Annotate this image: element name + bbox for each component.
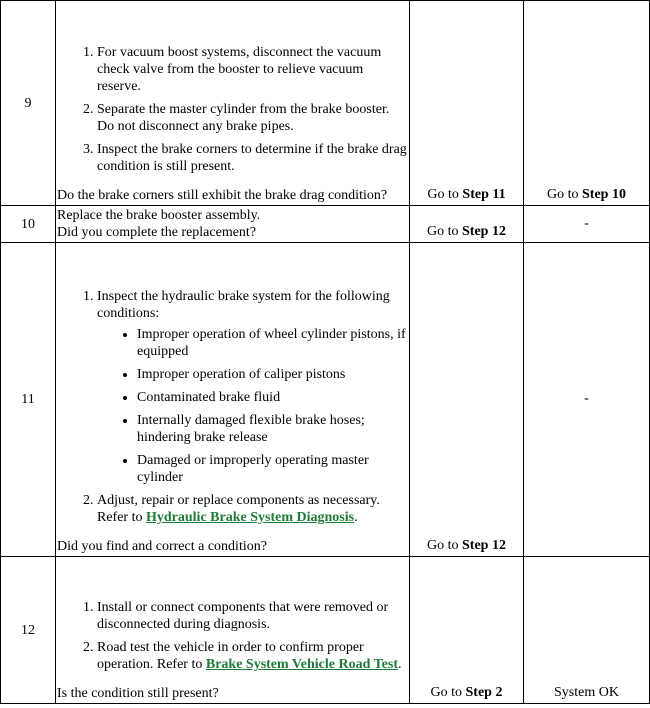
step-number: 9	[1, 1, 56, 206]
list-item: • Improper operation of wheel cylinder pistons, if equipped	[137, 326, 409, 360]
table-row	[1, 206, 650, 243]
list-item: 1. For vacuum boost systems, disconnect the vacuum check valve from the booster to relieve vacuum reserve.	[97, 44, 409, 95]
item-text: Inspect the hydraulic brake system for the following conditions:	[97, 289, 390, 321]
list-item: • Damaged or improperly operating master cylinder	[137, 452, 409, 486]
list-item: 3. Inspect the brake corners to determine if the brake drag condition is still present.	[97, 141, 409, 175]
procedure-list	[57, 599, 409, 673]
question-text: Did you find and correct a condition?	[57, 539, 267, 554]
no-step: Step 10	[582, 187, 626, 202]
step-number: 10	[1, 206, 56, 243]
no-prefix: Go to	[547, 187, 583, 202]
question-text: Is the condition still present?	[57, 686, 219, 701]
list-item: • Contaminated brake fluid	[137, 389, 409, 406]
list-item	[97, 492, 409, 526]
table-row	[1, 1, 650, 206]
yes-prefix: Go to	[430, 685, 466, 700]
question-text: Did you complete the replacement?	[57, 225, 257, 240]
no-cell	[524, 1, 650, 206]
yes-step: Step 12	[462, 224, 506, 239]
list-item	[97, 288, 409, 486]
yes-step: Step 11	[462, 187, 506, 202]
no-cell: -	[524, 243, 650, 557]
yes-step: Step 2	[465, 685, 503, 700]
action-cell	[56, 243, 410, 557]
hydraulic-brake-diagnosis-link[interactable]: Hydraulic Brake System Diagnosis	[145, 510, 355, 525]
yes-prefix: Go to	[427, 224, 463, 239]
item-text: .	[354, 510, 358, 525]
action-cell	[56, 1, 410, 206]
procedure-list	[57, 288, 409, 526]
yes-cell	[410, 206, 524, 243]
list-item: • Improper operation of caliper pistons	[137, 366, 409, 383]
item-text: Adjust, repair or replace components as necessary. Refer to	[97, 493, 380, 525]
action-cell	[56, 557, 410, 704]
action-cell	[56, 206, 410, 243]
procedure-list	[57, 44, 409, 175]
list-item: 2. Separate the master cylinder from the brake booster. Do not disconnect any brake pipes.	[97, 101, 409, 135]
road-test-link[interactable]: Brake System Vehicle Road Test	[205, 657, 398, 672]
action-text: Replace the brake booster assembly.	[57, 208, 261, 223]
list-item	[97, 639, 409, 673]
yes-prefix: Go to	[427, 538, 463, 553]
yes-cell	[410, 557, 524, 704]
table-row	[1, 243, 650, 557]
list-item: 1. Install or connect components that were removed or disconnected during diagnosis.	[97, 599, 409, 633]
list-item: • Internally damaged flexible brake hoses; hindering brake release	[137, 412, 409, 446]
table-row	[1, 557, 650, 704]
yes-cell	[410, 1, 524, 206]
question-text: Do the brake corners still exhibit the brake drag condition?	[57, 188, 388, 203]
step-number: 11	[1, 243, 56, 557]
step-number: 12	[1, 557, 56, 704]
no-cell: -	[524, 206, 650, 243]
no-cell: System OK	[524, 557, 650, 704]
item-text: Road test the vehicle in order to confirm proper operation. Refer to	[97, 640, 364, 672]
yes-step: Step 12	[462, 538, 506, 553]
item-text: .	[397, 657, 402, 672]
yes-cell	[410, 243, 524, 557]
condition-list	[97, 326, 409, 486]
yes-prefix: Go to	[427, 187, 463, 202]
